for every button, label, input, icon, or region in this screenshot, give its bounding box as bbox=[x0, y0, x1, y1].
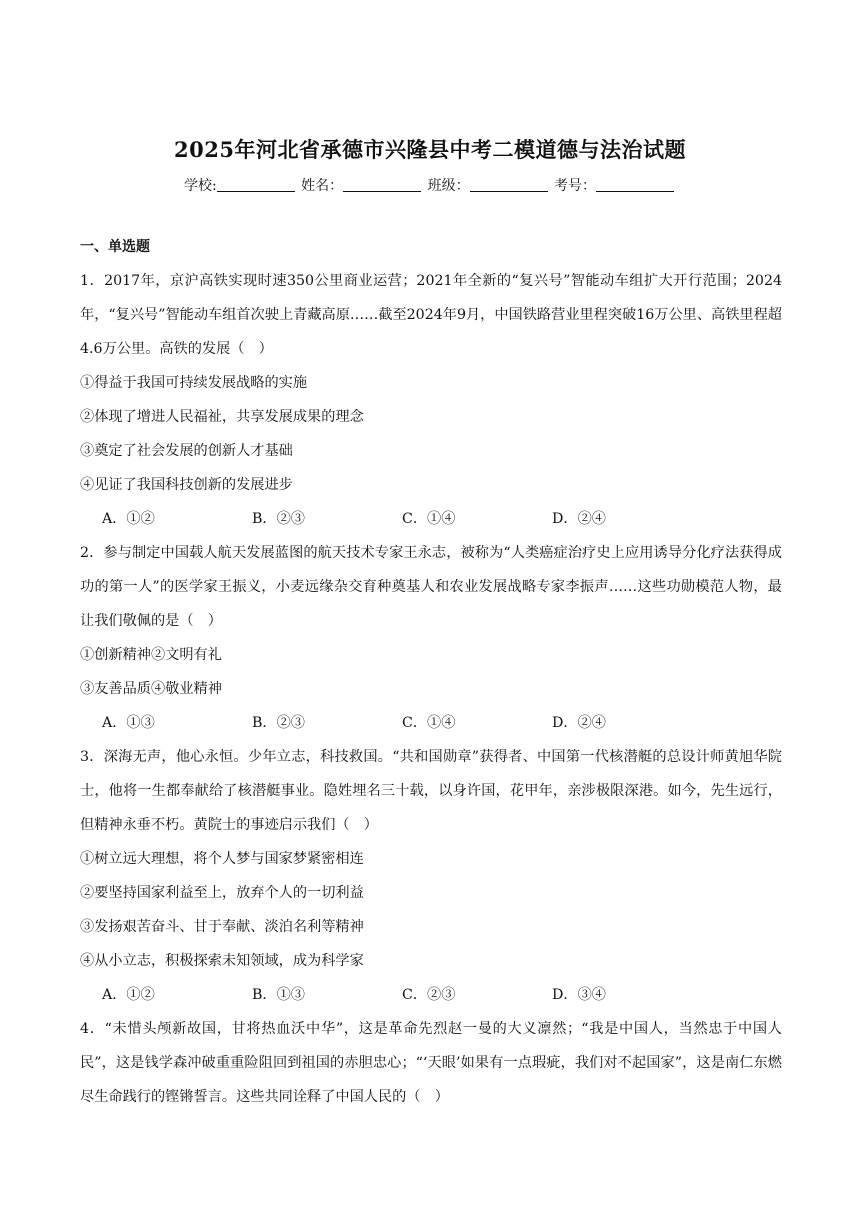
choice-b[interactable]: B．②③ bbox=[252, 715, 305, 731]
statement-option: ②体现了增进人民福祉，共享发展成果的理念 bbox=[80, 409, 364, 425]
class-label: 班级： bbox=[427, 178, 470, 194]
number-label: 考号： bbox=[554, 178, 597, 194]
statement-option: ①创新精神②文明有礼 bbox=[80, 647, 222, 663]
question-3 bbox=[80, 740, 782, 1012]
answer-choices bbox=[80, 978, 782, 1012]
statement-option: ④从小立志，积极探索未知领域，成为科学家 bbox=[80, 953, 364, 969]
choice-c[interactable]: C．①④ bbox=[402, 511, 456, 527]
number-blank[interactable] bbox=[596, 177, 674, 192]
school-label: 学校: bbox=[183, 178, 217, 194]
statement-option: ③发扬艰苦奋斗、甘于奉献、淡泊名利等精神 bbox=[80, 919, 364, 935]
answer-choices bbox=[80, 502, 782, 536]
question-stem: 1．2017年，京沪高铁实现时速350公里商业运营；2021年全新的“复兴号”智能动车组扩大开行范围；2024年，“复兴号”智能动车组首次驶上青藏高原……截至2024年9月，中国铁路营业里程突破16万公里、高铁里程超4.6万公里。高铁的发展（ ） bbox=[80, 273, 782, 357]
choice-b[interactable]: B．①③ bbox=[252, 987, 305, 1003]
choice-a[interactable]: A．①② bbox=[102, 511, 155, 527]
statement-option: ①得益于我国可持续发展战略的实施 bbox=[80, 375, 308, 391]
question-stem: 3．深海无声，他心永恒。少年立志，科技救国。“共和国勋章”获得者、中国第一代核潜艇的总设计师黄旭华院士，他将一生都奉献给了核潜艇事业。隐姓埋名三十载，以身许国，花甲年，亲涉极限深港。如今，先生远行，但精神永垂不朽。黄院士的事迹启示我们（ ） bbox=[80, 749, 782, 833]
choice-c[interactable]: C．②③ bbox=[402, 987, 456, 1003]
student-info-line bbox=[0, 175, 860, 195]
statement-option: ③奠定了社会发展的创新人才基础 bbox=[80, 443, 293, 459]
choice-a[interactable]: A．①③ bbox=[102, 715, 155, 731]
page-title: 2025年河北省承德市兴隆县中考二模道德与法治试题 bbox=[174, 137, 686, 162]
choice-d[interactable]: D．②④ bbox=[552, 715, 606, 731]
statement-option: ②要坚持国家利益至上，放弃个人的一切利益 bbox=[80, 885, 364, 901]
questions-area bbox=[80, 230, 782, 1114]
choice-d[interactable]: D．②④ bbox=[552, 511, 606, 527]
statement-option: ①树立远大理想，将个人梦与国家梦紧密相连 bbox=[80, 851, 364, 867]
class-blank[interactable] bbox=[470, 177, 548, 192]
choice-a[interactable]: A．①② bbox=[102, 987, 155, 1003]
choice-d[interactable]: D．③④ bbox=[552, 987, 606, 1003]
question-4 bbox=[80, 1012, 782, 1114]
section-title: 一、单选题 bbox=[80, 239, 150, 255]
choice-c[interactable]: C．①④ bbox=[402, 715, 456, 731]
name-blank[interactable] bbox=[343, 177, 421, 192]
name-label: 姓名： bbox=[301, 178, 344, 194]
question-stem: 2．参与制定中国载人航天发展蓝图的航天技术专家王永志，被称为“人类癌症治疗史上应用诱导分化疗法获得成功的第一人”的医学家王振义，小麦远缘杂交育种奠基人和农业发展战略专家李振声……这些功勋模范人物，最让我们敬佩的是（ ） bbox=[80, 545, 782, 629]
question-2 bbox=[80, 536, 782, 740]
statement-option: ③友善品质④敬业精神 bbox=[80, 681, 222, 697]
statement-option: ④见证了我国科技创新的发展进步 bbox=[80, 477, 293, 493]
choice-b[interactable]: B．②③ bbox=[252, 511, 305, 527]
answer-choices bbox=[80, 706, 782, 740]
question-1 bbox=[80, 264, 782, 536]
school-blank[interactable] bbox=[217, 177, 295, 192]
question-stem: 4．“未惜头颅新故国，甘将热血沃中华”，这是革命先烈赵一曼的大义凛然；“我是中国人，当然忠于中国人民”，这是钱学森冲破重重险阻回到祖国的赤胆忠心；“‘天眼’如果有一点瑕疵，我们对不起国家”，这是南仁东燃尽生命践行的铿锵誓言。这些共同诠释了中国人民的（ ） bbox=[80, 1021, 782, 1105]
